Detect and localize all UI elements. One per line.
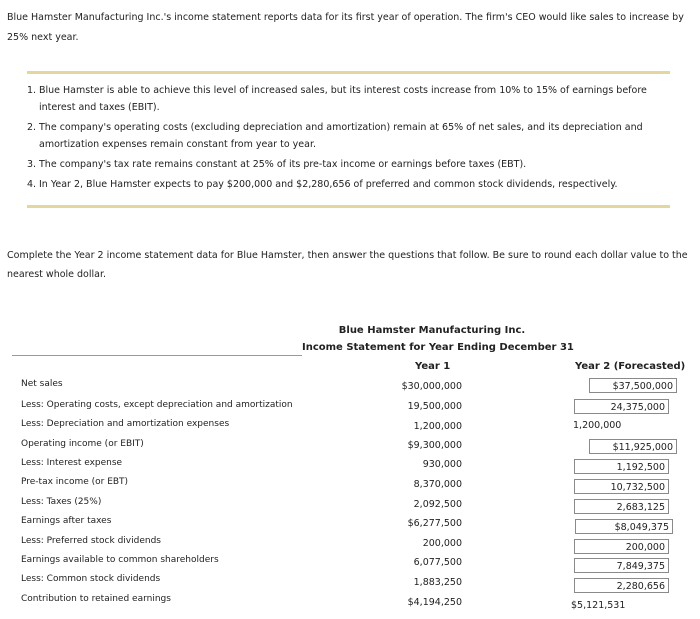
assumption-number: 1. (27, 85, 37, 96)
assumption-text: The company's operating costs (excluding depreciation and amortization) remain at 65% of net sales, and its depreciation and amortization expenses remain constant from year to year. (39, 122, 643, 150)
row-label-preferred-dividends: Less: Preferred stock dividends (21, 536, 161, 546)
assumption-item (27, 82, 670, 116)
table-divider (12, 355, 302, 356)
row-label-net-sales: Net sales (21, 379, 63, 389)
instructions-text: Complete the Year 2 income statement data for Blue Hamster, then answer the questions that follow. Be sure to round each dollar value to the nearest whole dollar. (7, 250, 688, 280)
year1-operating-costs: 19,500,000 (407, 401, 462, 412)
year1-preferred-dividends: 200,000 (422, 538, 462, 549)
year2-earnings-to-common-field[interactable]: 7,849,375 (574, 558, 669, 573)
year2-ebt-field[interactable]: 10,732,500 (574, 479, 669, 494)
row-label-interest: Less: Interest expense (21, 458, 123, 468)
year1-common-dividends: 1,883,250 (413, 577, 462, 588)
column-header-year1: Year 1 (415, 361, 451, 372)
row-label-ebit: Operating income (or EBIT) (21, 439, 144, 449)
row-label-operating-costs: Less: Operating costs, except depreciation and amortization (21, 400, 293, 410)
assumption-number: 3. (27, 159, 37, 170)
row-label-earnings-after-taxes: Earnings after taxes (21, 516, 112, 526)
year2-ebit-field[interactable]: $11,925,000 (589, 439, 677, 454)
year1-depreciation: 1,200,000 (413, 421, 462, 432)
table-statement-title: Income Statement for Year Ending December 31 (302, 342, 574, 353)
row-label-depreciation: Less: Depreciation and amortization expenses (21, 419, 230, 429)
year2-earnings-after-taxes-field[interactable]: $8,049,375 (575, 519, 673, 534)
year2-common-dividends-field[interactable]: 2,280,656 (574, 578, 669, 593)
row-label-ebt: Pre-tax income (or EBT) (21, 477, 129, 487)
problem-intro: Blue Hamster Manufacturing Inc.'s income statement reports data for its first year of operation. The firm's CEO would like sales to increase by 25% next year. (7, 12, 684, 43)
year1-taxes: 2,092,500 (413, 499, 462, 510)
year1-net-sales: $30,000,000 (401, 381, 462, 392)
year1-earnings-to-common: 6,077,500 (413, 557, 462, 568)
table-company-title: Blue Hamster Manufacturing Inc. (338, 325, 526, 336)
year1-earnings-after-taxes: $6,277,500 (407, 518, 462, 529)
year2-retained-earnings-value: $5,121,531 (571, 600, 626, 611)
row-label-taxes: Less: Taxes (25%) (21, 497, 102, 507)
row-label-earnings-to-common: Earnings available to common shareholders (21, 555, 219, 565)
year2-interest-field[interactable]: 1,192,500 (574, 459, 669, 474)
year2-taxes-field[interactable]: 2,683,125 (574, 499, 669, 514)
year2-depreciation-value: 1,200,000 (573, 420, 622, 431)
year1-retained-earnings: $4,194,250 (407, 597, 462, 608)
assumption-number: 4. (27, 179, 37, 190)
assumption-item (27, 119, 670, 153)
year1-ebt: 8,370,000 (413, 479, 462, 490)
section-divider-top (27, 71, 670, 74)
assumption-text: The company's tax rate remains constant at 25% of its pre-tax income or earnings before taxes (EBT). (39, 159, 527, 170)
year1-ebit: $9,300,000 (407, 440, 462, 451)
column-header-year2: Year 2 (Forecasted) (575, 361, 686, 372)
assumptions-list (27, 82, 670, 196)
section-divider-bottom (27, 205, 670, 208)
assumption-number: 2. (27, 122, 37, 133)
row-label-retained-earnings: Contribution to retained earnings (21, 594, 171, 604)
assumption-text: Blue Hamster is able to achieve this level of increased sales, but its interest costs increase from 10% to 15% of earnings before interest and taxes (EBIT). (39, 85, 647, 113)
assumption-item (27, 156, 670, 173)
assumption-item (27, 176, 670, 193)
year1-interest: 930,000 (422, 459, 462, 470)
year2-net-sales-field[interactable]: $37,500,000 (589, 378, 677, 393)
year2-operating-costs-field[interactable]: 24,375,000 (574, 399, 669, 414)
row-label-common-dividends: Less: Common stock dividends (21, 574, 161, 584)
year2-preferred-dividends-field[interactable]: 200,000 (574, 539, 669, 554)
assumption-text: In Year 2, Blue Hamster expects to pay $200,000 and $2,280,656 of preferred and common stock dividends, respectively. (39, 179, 618, 190)
